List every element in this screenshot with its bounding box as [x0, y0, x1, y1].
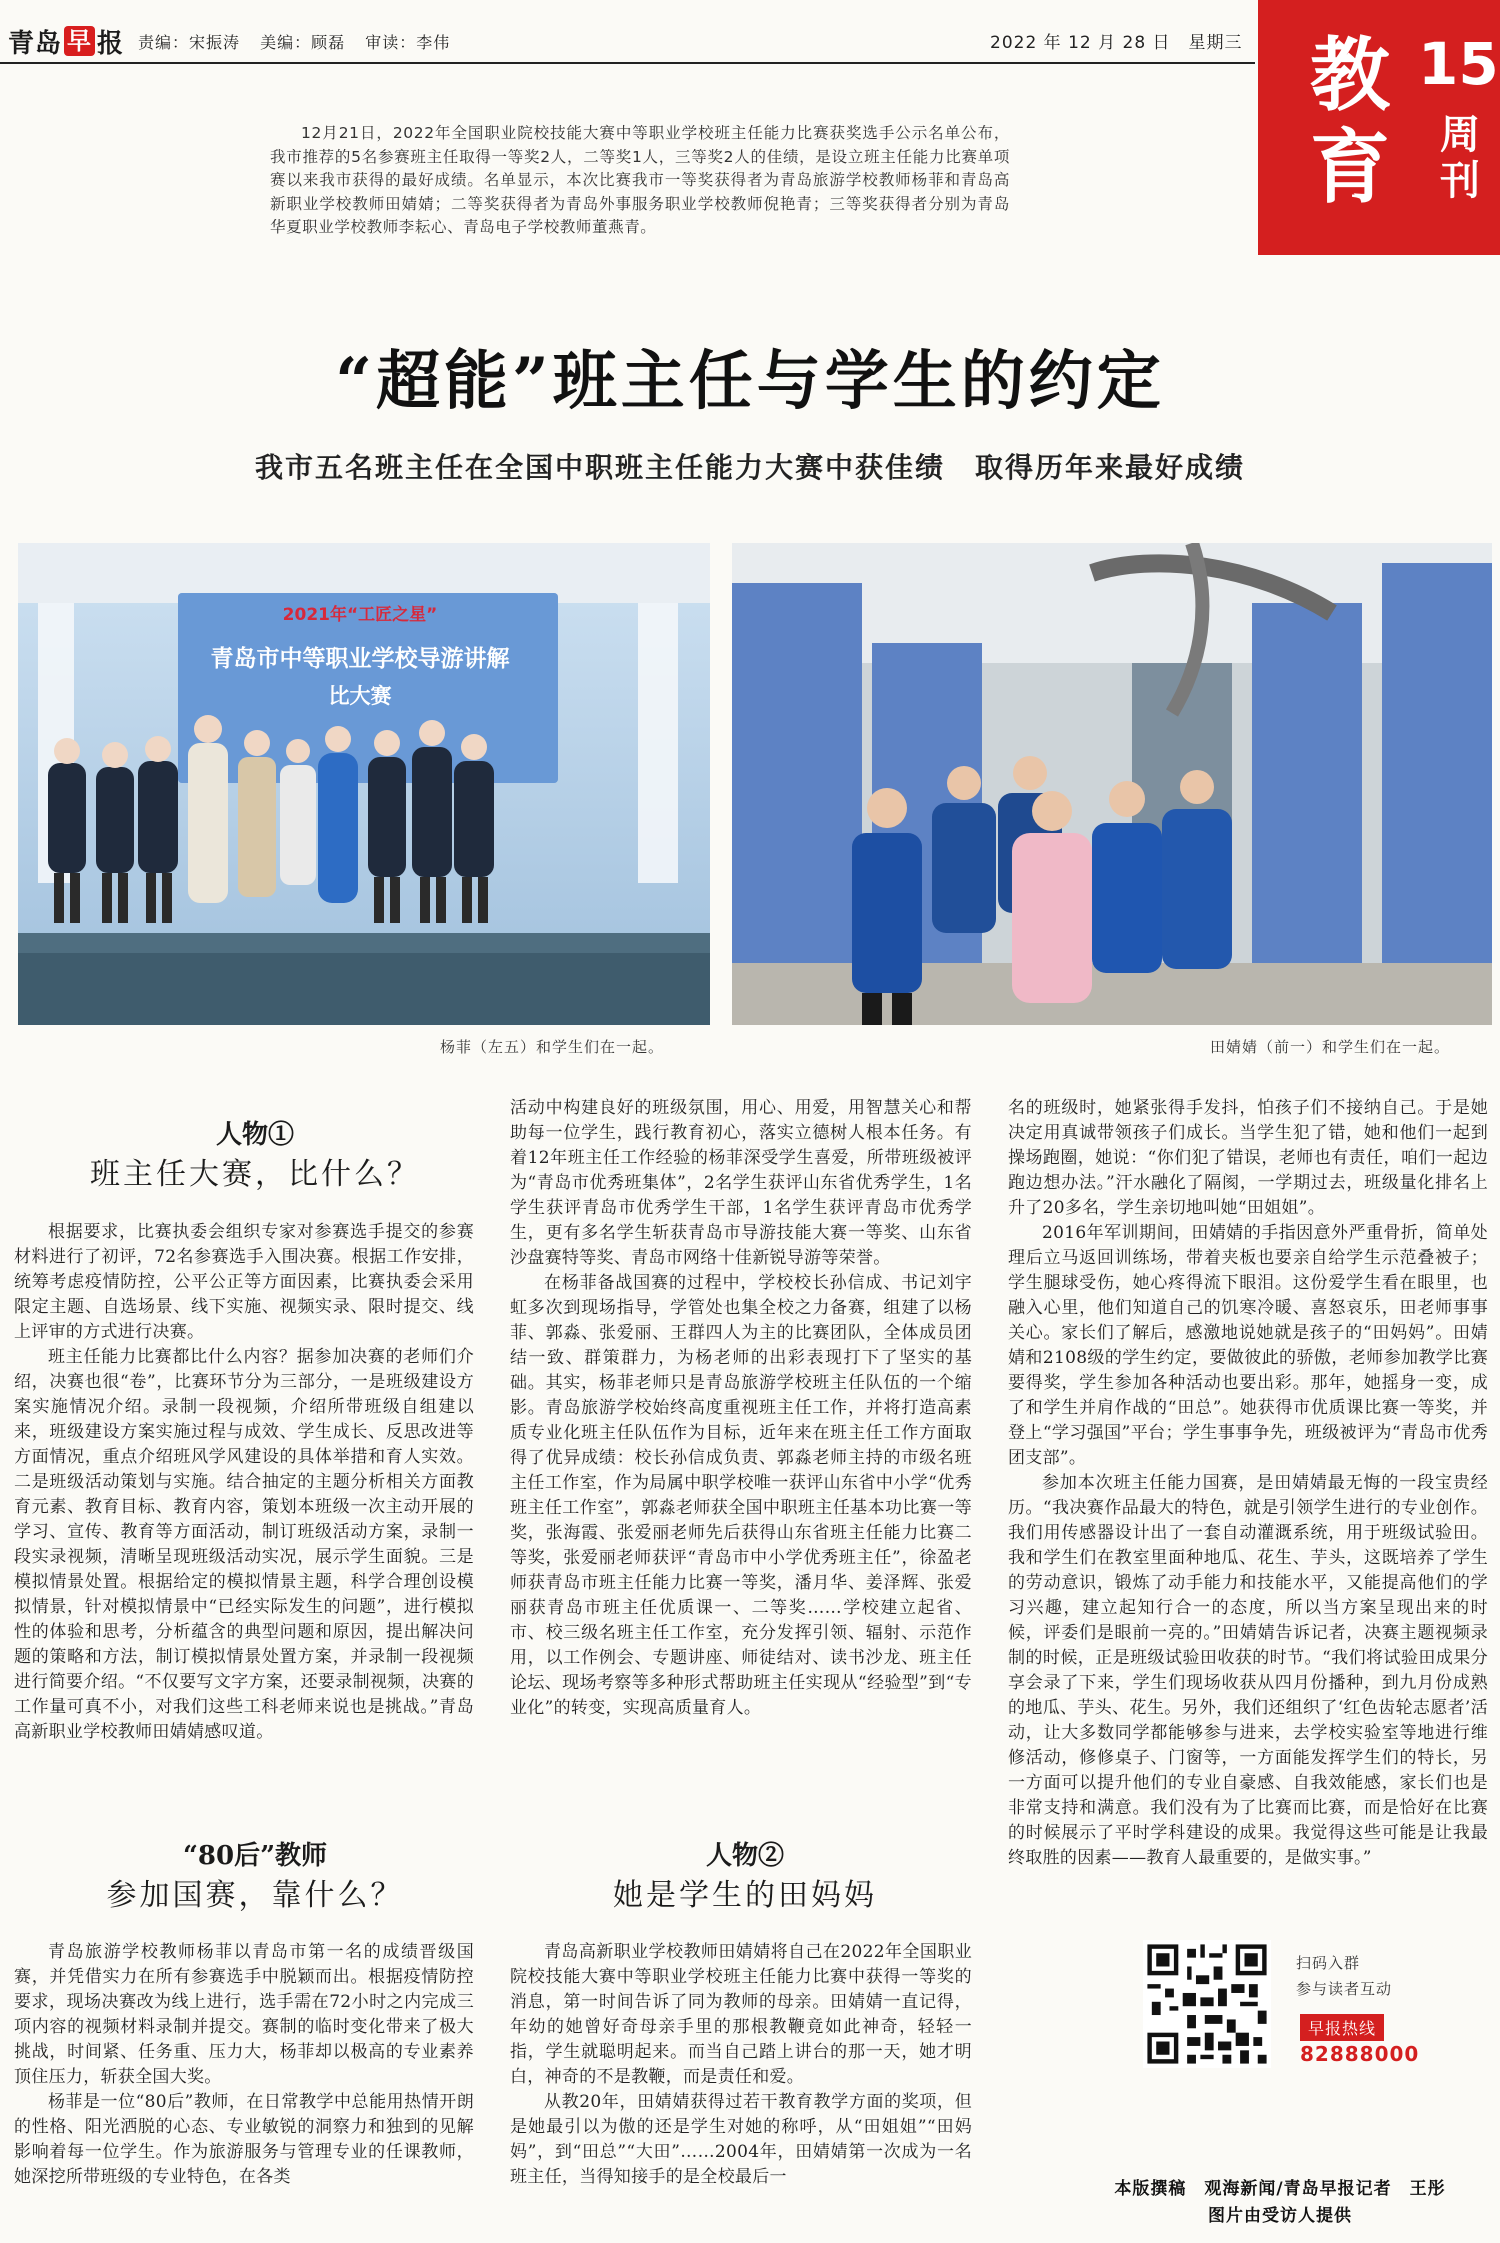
page-number: 15 — [1418, 30, 1499, 98]
section1-para-2: 班主任能力比赛都比什么内容？据参加决赛的老师们介绍，决赛也很“卷”，比赛环节分为三部分，一是班级建设方案实施情况介绍。录制一段视频，介绍所带班级自组建以来，班级建设方案实施过程与成效、学生成长、反思改进等方面情况，重点介绍班风学风建设的具体举措和育人实效。二是班级活动策划与实施。结合抽定的主题分析相关方面教育元素、教育目标、教育内容，策划本班级一次主动开展的学习、宣传、教育等方面活动，制订班级活动方案，录制一段实录视频，清晰呈现班级活动实况，展示学生面貌。三是模拟情景处置。根据给定的模拟情景主题，科学合理创设模拟情景，针对模拟情景中“已经实际发生的问题”，进行模拟性的体验和思考，分析蕴含的典型问题和原因，提出解决问题的策略和方法，制订模拟情景处置方案，并录制一段视频进行简要介绍。“不仅要写文字方案，还要录制视频，决赛的工作量可真不小，对我们这些工科老师来说也是挑战。”青岛高新职业学校教师田婧婧感叹道。 — [14, 1347, 474, 1742]
section-name: 教育 — [1310, 29, 1390, 214]
qr-hint-line1: 扫码入群 — [1296, 1954, 1361, 1972]
credit-designer: 美编：顾磊 — [260, 32, 346, 52]
lead-paragraph: 12月21日，2022年全国职业院校技能大赛中等职业学校班主任能力比赛获奖选手公示名单公布，我市推荐的5名参赛班主任取得一等奖2人，二等奖1人，三等奖2人的佳绩，是设立班主任能力比赛单项赛以来我市获得的最好成绩。名单显示，本次比赛我市一等奖获得者为青岛旅游学校教师杨菲和青岛高新职业学校教师田婧婧；二等奖获得者为青岛外事服务职业学校教师倪艳青；三等奖获得者分别为青岛华夏职业学校教师李耘心、青岛电子学校教师董燕青。 — [270, 124, 1010, 236]
section2-kicker: “80后”教师 — [182, 1841, 328, 1871]
section1-para-1: 根据要求，比赛执委会组织专家对参赛选手提交的参赛材料进行了初评，72名参赛选手入围决赛。根据工作安排，统筹考虑疫情防控，公平公正等方面因素，比赛执委会采用限定主题、自选场景、线下实施、视频实录、限时提交、线上评审的方式进行决赛。 — [14, 1222, 474, 1342]
photo-caption-right: 田婧婧（前一）和学生们在一起。 — [1210, 1038, 1451, 1056]
header-rule — [0, 62, 1255, 64]
section2-para-1: 青岛旅游学校教师杨菲以青岛市第一名的成绩晋级国赛，并凭借实力在所有参赛选手中脱颖而出。根据疫情防控要求，现场决赛改为线上进行，选手需在72小时之内完成三项内容的视频材料录制并提交。赛制的临时变化带来了极大挑战，时间紧、任务重、压力大，杨菲却以极高的专业素养顶住压力，斩获全国大奖。 — [14, 1942, 474, 2087]
subheadline: 我市五名班主任在全国中职班主任能力大赛中获佳绩 取得历年来最好成绩 — [254, 451, 1245, 484]
photo-banner-line2: 青岛市中等职业学校导游讲解 — [210, 646, 510, 672]
section2-para-2: 杨菲是一位“80后”教师，在日常教学中总能用热情开朗的性格、阳光洒脱的心态、专业敏锐的洞察力和独到的见解影响着每一位学生。作为旅游服务与管理专业的任课教师，她深挖所带班级的专业特色，在各类 — [14, 2092, 474, 2187]
photo-tian-jingjing-group — [732, 543, 1492, 1025]
column3-para-3: 参加本次班主任能力国赛，是田婧婧最无悔的一段宝贵经历。“我决赛作品最大的特色，就是引领学生进行的专业创作。我们用传感器设计出了一套自动灌溉系统，用于班级试验田。我和学生们在教室里面种地瓜、花生、芋头，这既培养了学生的劳动意识，锻炼了动手能力和技能水平，又能提高他们的学习兴趣，建立起知行合一的态度，所以当方案呈现出来的时候，评委们是眼前一亮的。”田婧婧告诉记者，决赛主题视频录制的时候，正是班级试验田收获的时节。“我们将试验田成果分享会录了下来，学生们现场收获从四月份播种，到九月份成熟的地瓜、芋头、花生。另外，我们还组织了‘红色齿轮志愿者’活动，让大多数同学都能够参与进来，去学校实验室等地进行维修活动，修修桌子、门窗等，一方面能发挥学生们的特长，另一方面可以提升他们的专业自豪感、自我效能感，家长们也是非常支持和满意。我们没有为了比赛而比赛，而是恰好在比赛的时候展示了平时学科建设的成果。我觉得这些可能是让我最终取胜的因素——教育人最重要的，是做实事。” — [1008, 1473, 1488, 1868]
hotline-number: 82888000 — [1300, 2042, 1420, 2066]
column2-para-2: 在杨菲备战国赛的过程中，学校校长孙信成、书记刘宇虹多次到现场指导，学管处也集全校之力备赛，组建了以杨菲、郭淼、张爱丽、王群四人为主的比赛团队，全体成员团结一致、群策群力，为杨老师的出彩表现打下了坚实的基础。其实，杨菲老师只是青岛旅游学校班主任队伍的一个缩影。青岛旅游学校始终高度重视班主任工作，并将打造高素质专业化班主任队伍作为目标，近年来在班主任工作方面取得了优异成绩：校长孙信成负责、郭淼老师主持的市级名班主任工作室，作为局属中职学校唯一获评山东省中小学“优秀班主任工作室”，郭淼老师获全国中职班主任基本功比赛一等奖，张海霞、张爱丽老师先后获得山东省班主任能力比赛二等奖，张爱丽老师获评“青岛市中小学优秀班主任”，徐盈老师获青岛市班主任能力比赛一等奖，潘月华、姜泽辉、张爱丽获青岛市班主任优质课一、二等奖……学校建立起省、市、校三级名班主任工作室，充分发挥引领、辐射、示范作用，以工作例会、专题讲座、师徒结对、读书沙龙、班主任论坛、现场考察等多种形式帮助班主任实现从“经验型”到“专业化”的转变，实现高质量育人。 — [510, 1273, 972, 1718]
byline-photo-credit: 图片由受访人提供 — [1208, 2206, 1352, 2226]
section2-body — [14, 1940, 474, 2190]
section3-para-1: 青岛高新职业学校教师田婧婧将自己在2022年全国职业院校技能大赛中等职业学校班主任能力比赛中获得一等奖的消息，第一时间告诉了同为教师的母亲。田婧婧一直记得，年幼的她曾好奇母亲手里的那根教鞭竟如此神奇，轻轻一指，学生就聪明起来。而当自己踏上讲台的那一天，她才明白，神奇的不是教鞭，而是责任和爱。 — [510, 1942, 972, 2087]
column3-para-2: 2016年军训期间，田婧婧的手指因意外严重骨折，简单处理后立马返回训练场，带着夹板也要亲自给学生示范叠被子；学生腿球受伤，她心疼得流下眼泪。这份爱学生看在眼里，也融入心里，他们知道自己的饥寒冷暖、喜怒哀乐，田老师事事关心。家长们了解后，感激地说她就是孩子的“田妈妈”。田婧婧和2108级的学生约定，要做彼此的骄傲，老师参加教学比赛要得奖，学生参加各种活动也要出彩。那年，她摇身一变，成了和学生并肩作战的“田总”。她获得市优质课比赛一等奖，并登上“学习强国”平台；学生事事争先，班级被评为“青岛市优秀团支部”。 — [1008, 1223, 1488, 1468]
byline — [1100, 2176, 1460, 2230]
column2-body — [510, 1096, 972, 1721]
section3-para-2: 从教20年，田婧婧获得过若干教育教学方面的奖项，但是她最引以为傲的还是学生对她的称呼，从“田姐姐”“田妈妈”，到“田总”“大田”……2004年，田婧婧第一次成为一名班主任，当得知接手的是全校最后一 — [510, 2092, 972, 2187]
qr-code[interactable] — [1143, 1940, 1271, 2068]
qr-hint — [1296, 1950, 1392, 2002]
headline: “超能”班主任与学生的约定 — [335, 344, 1165, 419]
section3-title — [530, 1838, 960, 1918]
newspaper-logo — [8, 23, 124, 60]
photo-caption-left: 杨菲（左五）和学生们在一起。 — [440, 1038, 665, 1056]
weekly-label: 周刊 — [1440, 111, 1480, 204]
logo-right: 报 — [97, 28, 125, 59]
qr-hint-line2: 参与读者互动 — [1296, 1980, 1393, 1998]
hotline-label: 早报热线 — [1300, 2014, 1384, 2041]
logo-mid: 早 — [64, 26, 95, 56]
qr-code-icon — [1143, 1940, 1271, 2068]
photo-banner-line1: 2021年“工匠之星” — [282, 605, 438, 625]
editor-credits — [138, 30, 464, 53]
issue-date: 2022 年 12 月 28 日 星期三 — [990, 33, 1243, 53]
section3-body — [510, 1940, 972, 2190]
masthead — [8, 20, 464, 62]
section3-kicker: 人物② — [705, 1841, 784, 1871]
logo-left: 青岛 — [8, 28, 63, 59]
section1-kicker: 人物① — [215, 1120, 294, 1150]
byline-author: 本版撰稿 观海新闻/青岛早报记者 王彤 — [1114, 2179, 1446, 2199]
section3-heading: 她是学生的田妈妈 — [613, 1878, 877, 1913]
section1-body — [14, 1220, 474, 1745]
section1-heading: 班主任大赛，比什么？ — [90, 1157, 420, 1192]
section2-title — [40, 1838, 470, 1918]
column3-para-1: 名的班级时，她紧张得手发抖，怕孩子们不接纳自己。于是她决定用真诚带领孩子们成长。当学生犯了错，她和他们一起到操场跑圈，她说：“你们犯了错误，老师也有责任，咱们一起边跑边想办法。”汗水融化了隔阂，一学期过去，班级量化排名上升了20多名，学生亲切地叫她“田姐姐”。 — [1008, 1098, 1488, 1218]
credit-editor: 责编：宋振涛 — [138, 32, 241, 52]
photo-tian-illustration — [732, 543, 1492, 1025]
column3-body — [1008, 1096, 1488, 1871]
section1-title — [40, 1117, 470, 1197]
section2-heading: 参加国赛，靠什么？ — [106, 1878, 404, 1913]
section-badge — [1258, 0, 1500, 255]
credit-reviewer: 审读：李伟 — [365, 32, 451, 52]
photo-banner-line3: 比大赛 — [328, 684, 392, 708]
column2-para-1: 活动中构建良好的班级氛围，用心、用爱，用智慧关心和帮助每一位学生，践行教育初心，落实立德树人根本任务。有着12年班主任工作经验的杨菲深受学生喜爱，所带班级被评为“青岛市优秀班集体”，2名学生获评山东省优秀学生，1名学生获评青岛市优秀学生干部，1名学生获评青岛市优秀学生，更有多名学生斩获青岛市导游技能大赛一等奖、山东省沙盘赛特等奖、青岛市网络十佳新锐导游等荣誉。 — [510, 1098, 972, 1268]
